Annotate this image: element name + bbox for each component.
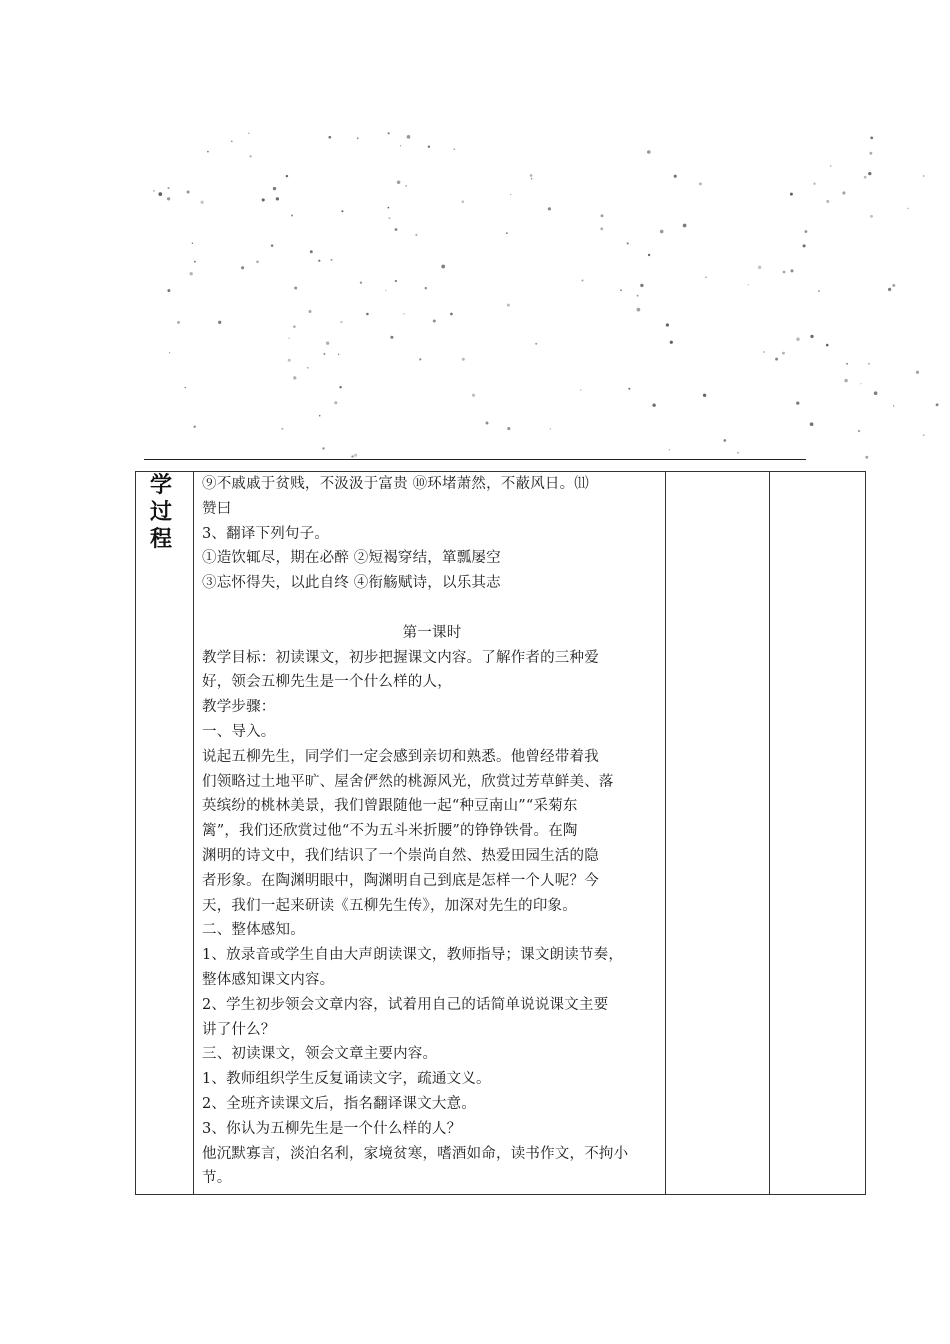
speckle (846, 363, 848, 365)
content-line: 讲了什么？ (202, 1021, 276, 1038)
speckle (510, 194, 511, 195)
speckle (666, 323, 669, 326)
speckle (844, 379, 847, 382)
speckle (548, 207, 551, 210)
speckle (507, 304, 510, 307)
speckle (804, 230, 807, 233)
speckle (323, 353, 325, 355)
speckle (428, 146, 430, 148)
speckle (288, 359, 291, 362)
speckle (339, 386, 342, 389)
speckle (842, 191, 845, 194)
content-line: 3、你认为五柳先生是一个什么样的人？ (202, 1120, 462, 1137)
speckle (647, 150, 651, 154)
column-divider-2 (665, 472, 666, 1194)
speckle (307, 367, 309, 369)
speckle (388, 207, 390, 209)
speckle (322, 447, 324, 449)
speckle (826, 344, 829, 347)
content-line: ③忘怀得失，以此自终 ④衔觞赋诗，以乐其志 (202, 575, 501, 592)
speckle (637, 308, 641, 312)
speckle (580, 389, 582, 391)
speckle (286, 175, 288, 177)
speckle (472, 394, 475, 397)
speckle (627, 242, 629, 244)
speckle (916, 371, 919, 374)
content-line: 英缤纷的桃林美景，我们曾跟随他一起“种豆南山”“采菊东 (202, 798, 578, 815)
content-line: 者形象。在陶渊明眼中，陶渊明自己到底是怎样一个人呢？今 (202, 872, 599, 889)
speckle (405, 185, 407, 187)
speckle (637, 295, 639, 297)
speckle (648, 254, 650, 256)
content-line: 他沉默寡言，淡泊名利，家境贫寒，嗜酒如命，读书作文，不拘小 (202, 1145, 629, 1162)
speckle (737, 452, 739, 454)
speckle (723, 439, 726, 442)
speckle (341, 210, 343, 212)
content-line: 三、初读课文，领会文章主要内容。 (202, 1046, 438, 1063)
content-line: 说起五柳先生，同学们一定会感到亲切和熟悉。他曾经带着我 (202, 748, 599, 765)
speckle (177, 321, 180, 324)
speckle (936, 403, 939, 406)
speckle (892, 284, 895, 287)
speckle (338, 353, 340, 355)
speckle (425, 287, 428, 290)
header-rule (144, 459, 806, 460)
speckle (167, 197, 170, 200)
speckle (907, 208, 909, 210)
content-line: 好，领会五柳先生是一个什么样的人， (202, 674, 452, 691)
content-line: 1、教师组织学生反复诵读文字，疏通文义。 (202, 1071, 491, 1088)
speckle (507, 427, 510, 430)
speckle (462, 358, 465, 361)
speckle (699, 182, 702, 185)
content-line: 2、学生初步领会文章内容，试着用自己的话简单说说课文主要 (202, 996, 609, 1013)
speckle (309, 310, 312, 313)
speckle (796, 401, 799, 404)
content-line: 2、全班齐读课文后，指名翻译课文大意。 (202, 1095, 477, 1112)
speckle (433, 320, 436, 323)
content-line: 3、翻译下列句子。 (202, 525, 330, 542)
speckle (158, 192, 162, 196)
speckle (248, 132, 250, 134)
speckle (600, 227, 603, 230)
content-line: 渊明的诗文中，我们结识了一个崇尚自然、热爱田园生活的隐 (202, 847, 599, 864)
speckle (550, 428, 551, 429)
speckle (318, 260, 320, 262)
speckle (231, 140, 233, 142)
speckle (748, 284, 749, 285)
content-line: 教学步骤： (202, 699, 276, 716)
content-line: ①造饮辄尽，期在必醉 ②短褐穿结，箪瓢屡空 (202, 550, 501, 567)
column-divider-1 (193, 472, 194, 1194)
lesson-plan-table (135, 471, 866, 1195)
content-line: 篱”，我们还欣赏过他“不为五斗米折腰”的铮铮铁骨。在陶 (202, 823, 578, 840)
speckle (923, 434, 924, 435)
speckle (354, 454, 357, 457)
speckle (810, 335, 813, 338)
speckle (288, 338, 289, 339)
content-line: 1、放录音或学生自由大声朗读课文，教师指导；课文朗读节奏， (202, 947, 624, 964)
speckle (415, 234, 417, 236)
speckle (403, 313, 404, 314)
speckle (453, 148, 455, 150)
speckle (810, 422, 814, 426)
speckle (390, 336, 393, 339)
speckle (249, 155, 251, 157)
speckle (868, 172, 871, 175)
speckle (758, 266, 761, 269)
speckle (683, 224, 687, 228)
speckle (194, 261, 196, 263)
lesson-content-cell (202, 472, 662, 1191)
speckle (531, 178, 532, 179)
content-line: 赞曰 (202, 500, 232, 517)
speckle (187, 190, 190, 193)
speckle (530, 174, 533, 177)
speckle (153, 190, 155, 192)
speckle (652, 403, 655, 406)
speckle (535, 343, 537, 345)
speckle (201, 201, 204, 204)
speckle (803, 244, 806, 247)
speckle (790, 193, 793, 196)
speckle (395, 280, 397, 282)
speckle (893, 405, 894, 406)
speckle (395, 228, 398, 231)
content-line: 们领略过土地平旷、屋舍俨然的桃源风光，欣赏过芳草鲜美、落 (202, 773, 614, 790)
speckle (660, 230, 664, 234)
section-label-char: 学 (150, 473, 173, 498)
speckle (419, 358, 421, 360)
speckle (462, 200, 465, 203)
speckle (640, 284, 643, 287)
content-line: 二、整体感知。 (202, 922, 305, 939)
speckle (674, 175, 677, 178)
speckle (190, 272, 193, 275)
speckle (276, 197, 279, 200)
speckle (888, 288, 891, 291)
speckle (291, 215, 293, 217)
speckle (326, 342, 329, 345)
speckle (293, 325, 296, 328)
speckle (281, 428, 283, 430)
speckle (923, 175, 924, 176)
speckle (450, 313, 453, 316)
speckle (330, 259, 332, 261)
speckle (389, 217, 391, 219)
section-label-char: 过 (150, 500, 173, 525)
speckle (601, 214, 604, 217)
speckle (388, 132, 390, 134)
section-label-teaching-process (150, 472, 182, 553)
speckle (169, 352, 170, 353)
speckle (763, 351, 765, 353)
speckle (620, 289, 622, 291)
column-divider-3 (769, 472, 770, 1194)
content-line: 教学目标：初读课文，初步把握课文内容。了解作者的三种爱 (202, 649, 599, 666)
speckle (351, 455, 353, 457)
speckle (670, 341, 673, 344)
speckle (360, 282, 362, 284)
scan-noise-speckles (140, 130, 950, 460)
speckle (705, 276, 707, 278)
speckle (782, 352, 785, 355)
speckle (869, 152, 872, 155)
speckle (858, 430, 860, 432)
speckle (340, 321, 342, 323)
speckle (193, 425, 195, 427)
speckle (400, 145, 401, 146)
speckle (207, 151, 209, 153)
content-line: ⑨不戚戚于贫贱，不汲汲于富贵 ⑩环堵萧然，不蔽风日。⑾ (202, 476, 590, 492)
speckle (328, 136, 331, 139)
speckle (185, 387, 186, 388)
speckle (273, 187, 276, 190)
speckle (783, 271, 786, 274)
content-line: 整体感知课文内容。 (202, 971, 335, 988)
content-line: 一、导入。 (202, 723, 276, 740)
speckle (486, 422, 489, 425)
speckle (407, 135, 411, 139)
section-label-char: 程 (150, 527, 173, 552)
speckle (864, 176, 867, 179)
speckle (334, 401, 337, 404)
speckle (874, 391, 878, 395)
speckle (830, 165, 831, 166)
speckle (167, 289, 170, 292)
speckle (294, 286, 297, 289)
blank-line (202, 596, 662, 621)
speckle (628, 388, 630, 390)
speckle (262, 198, 265, 201)
speckle (319, 415, 321, 417)
speckle (357, 137, 359, 139)
speckle (796, 338, 799, 341)
speckle (293, 376, 296, 379)
speckle (818, 290, 820, 292)
speckle (775, 358, 778, 361)
speckle (397, 181, 401, 185)
speckle (366, 313, 369, 316)
speckle (581, 279, 583, 281)
speckle (506, 232, 508, 234)
speckle (870, 137, 873, 140)
speckle (271, 244, 274, 247)
speckle (826, 200, 829, 203)
speckle (310, 250, 313, 253)
speckle (192, 243, 193, 244)
content-line: 节。 (202, 1170, 232, 1187)
speckle (218, 321, 221, 324)
speckle (669, 449, 670, 450)
lesson-title: 第一课时 (402, 624, 462, 641)
speckle (870, 215, 873, 218)
speckle (703, 394, 706, 397)
speckle (256, 261, 259, 264)
speckle (813, 183, 815, 185)
speckle (167, 187, 169, 189)
speckle (865, 456, 868, 459)
speckle (441, 265, 445, 269)
speckle (241, 266, 244, 269)
speckle (860, 383, 861, 384)
content-line: 天，我们一起来研读《五柳先生传》，加深对先生的印象。 (202, 897, 577, 914)
speckle (790, 269, 793, 272)
speckle (868, 363, 870, 365)
speckle (385, 290, 386, 291)
